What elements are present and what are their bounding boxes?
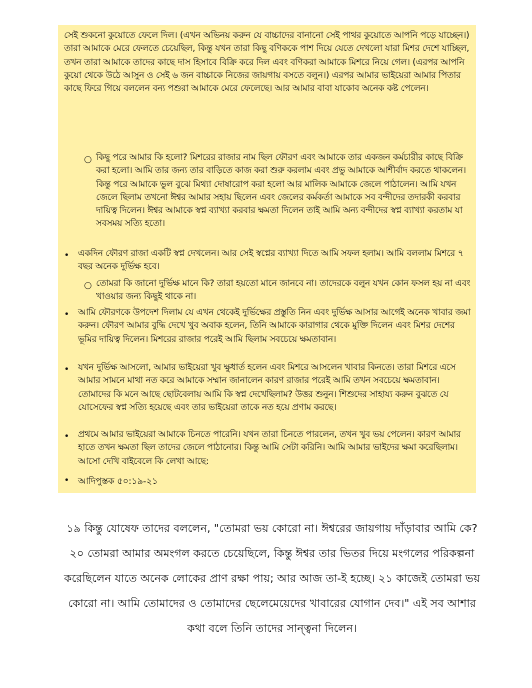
bullet-3-glyph: •	[64, 365, 70, 375]
scripture-reference: আদিপুস্তক ৫০:১৯-২১	[78, 477, 158, 487]
sub-bullet-1-glyph: ○	[84, 155, 92, 165]
bullet-5-glyph: •	[64, 476, 70, 486]
bullet-paragraph-3: যখন দুর্ভিক্ষ আসলো, আমার ভাইয়েরা খুব ক্ষুধার্ত হলেন এবং মিশরে আসলেন খাবার কিনতে। তারা মিশরে এসে আমার সামনে মাথা নত করে আমাকে সম্মান জানালেন কারণ রাজার পরেই আমি তখন সবচেয়ে ক্ষমতাবান। তোমাদের কি মনে আছে ছোটবেলায় আমি কি স্বপ্ন দেখেছিলাম? উত্তর শুনুন। শিশুদের সাহায্য করুন বুঝতে যে যোসেফের স্বপ্ন সত্যি হয়েছে এবং তার ভাইয়েরা তাকে নত হয়ে প্রণাম করছে।	[78, 363, 456, 413]
sub-bullet-2-glyph: ○	[84, 281, 92, 291]
bullet-paragraph-4: প্রথমে আমার ভাইয়েরা আমাকে চিনতে পারেনি। যখন তারা চিনতে পারলেন, তখন খুব ভয় পেলেন। কারণ আমার হাতে তখন ক্ষমতা ছিল তাদের জেলে পাঠানোর। কিন্তু আমি সেটা করিনি। আমি আমার ভাইদের ক্ষমা করেছিলাম। আসো দেখি বাইবেলে কি লেখা আছে:	[78, 430, 461, 467]
sub-paragraph-1: কিছু পরে আমার কি হলো? মিশরের রাজার নাম ছিল ফৌরণ এবং আমাকে তার একজন কর্মচারীর কাছে বিক্রি করা হলো। আমি তার জন্য তার বাড়িতে কাজ করা শুরু করলাম এবং প্রভু আমাকে আশীর্বাদ করতে থাকলেন। কিন্তু পরে আমাকে ভুল বুঝে মিথ্যা দোষারোপ করা হলো আর মালিক আমাকে জেলে পাঠালেন। আমি যখন জেলে ছিলাম তখনো ঈশ্বর আমার সহায় ছিলেন এবং জেলের কর্মকর্তা আমাকে সব বন্দীদের তদারকী করবার দায়িত্ব দিলেন। ঈশ্বর আমাকে স্বপ্ন ব্যাখ্যা করবার ক্ষমতা দিলেন তাই আমি অন্য বন্দীদের স্বপ্ন ব্যাখ্যা করতাম যা সবসময় সত্যি হতো।	[96, 153, 466, 230]
bullet-paragraph-1: একদিন ফৌরণ রাজা একটি স্বপ্ন দেখলেন। আর সেই স্বপ্নের ব্যাখ্যা দিতে আমি সফল হলাম। আমি বললাম মিশরে ৭ বছর অনেক দুর্ভিক্ষ হবে।	[78, 249, 464, 273]
bullet-2-glyph: •	[64, 310, 70, 320]
bible-verse-paragraph: ১৯ কিন্তু যোষেফ তাদের বললেন, "তোমরা ভয় কোরো না। ঈশ্বরের জায়গায় দাঁড়াবার আমি কে? ২০ তোমরা আমার অমংগল করতে চেয়েছিলে, কিন্তু ঈশ্বর তার ভিতর দিয়ে মংগলের পরিকল্পনা করেছিলেন যাতে অনেক লোকের প্রাণ রক্ষা পায়; আর আজ তা-ই হচ্ছে। ২১ কাজেই তোমরা ভয় কোরো না। আমি তোমাদের ও তোমাদের ছেলেমেয়েদের খাবারের যোগান দেব।" এই সব আশার কথা বলে তিনি তাদের সান্ত্বনা দিলেন।	[64, 522, 480, 635]
bullet-paragraph-2: আমি ফৌরণকে উপদেশ দিলাম যে এখন থেকেই দুর্ভিক্ষের প্রস্তুতি নিন এবং দুর্ভিক্ষ আসার আগেই অনেক খাবার জমা করুন। ফৌরণ আমার বুদ্ধি দেখে খুব অবাক হলেন, তিনি আমাকে কারাগার থেকে মুক্তি দিলেন এবং মিশর দেশের ভূমির দায়িত্ব দিলেন। মিশরের রাজার পরেই আমি ছিলাম সবচেয়ে ক্ষমতাবান।	[78, 308, 471, 345]
bullet-4-glyph: •	[64, 432, 70, 442]
sub-paragraph-2: তোমরা কি জানো দুর্ভিক্ষ মানে কি? তারা হয়তো মানে জানবে না। তাদেরকে বলুন যখন কোন ফসল হয় না এবং খাওয়ার জন্য কিছুই থাকে না।	[96, 279, 471, 303]
opening-paragraph: সেই শুকনো কুয়োতে ফেলে দিল। (এখন অভিনয় করুন যে বাচ্চাদের বানানো সেই পাথর কুয়োতে আপনি পড়ে যাচ্ছেন।) তারা আমাকে মেরে ফেলতে চেয়েছিল, কিন্তু যখন তারা কিছু বণিককে পাশ দিয়ে যেতে দেখলো যারা মিশর দেশে যাচ্ছিল, তখন তারা আমাকে তাদের কাছে দাস হিসাবে বিক্রি করে দিল এবং বণিকরা আমাকে মিশরে নিয়ে গেল। (এরপর আপনি কুয়ো থেকে উঠে আসুন ও সেই ৬ জন বাচ্চাকে নিজের জায়গায় বসতে বলুন।) এরপর আমার ভাইয়েরা আমার পিতার কাছে ফিরে গিয়ে বললেন বন্য পশুরা আমাকে মেরে ফেলেছে। আর আমার বাবা যাকোব অনেক কষ্ট পেলেন।	[64, 31, 470, 95]
bullet-1-glyph: •	[64, 251, 70, 261]
